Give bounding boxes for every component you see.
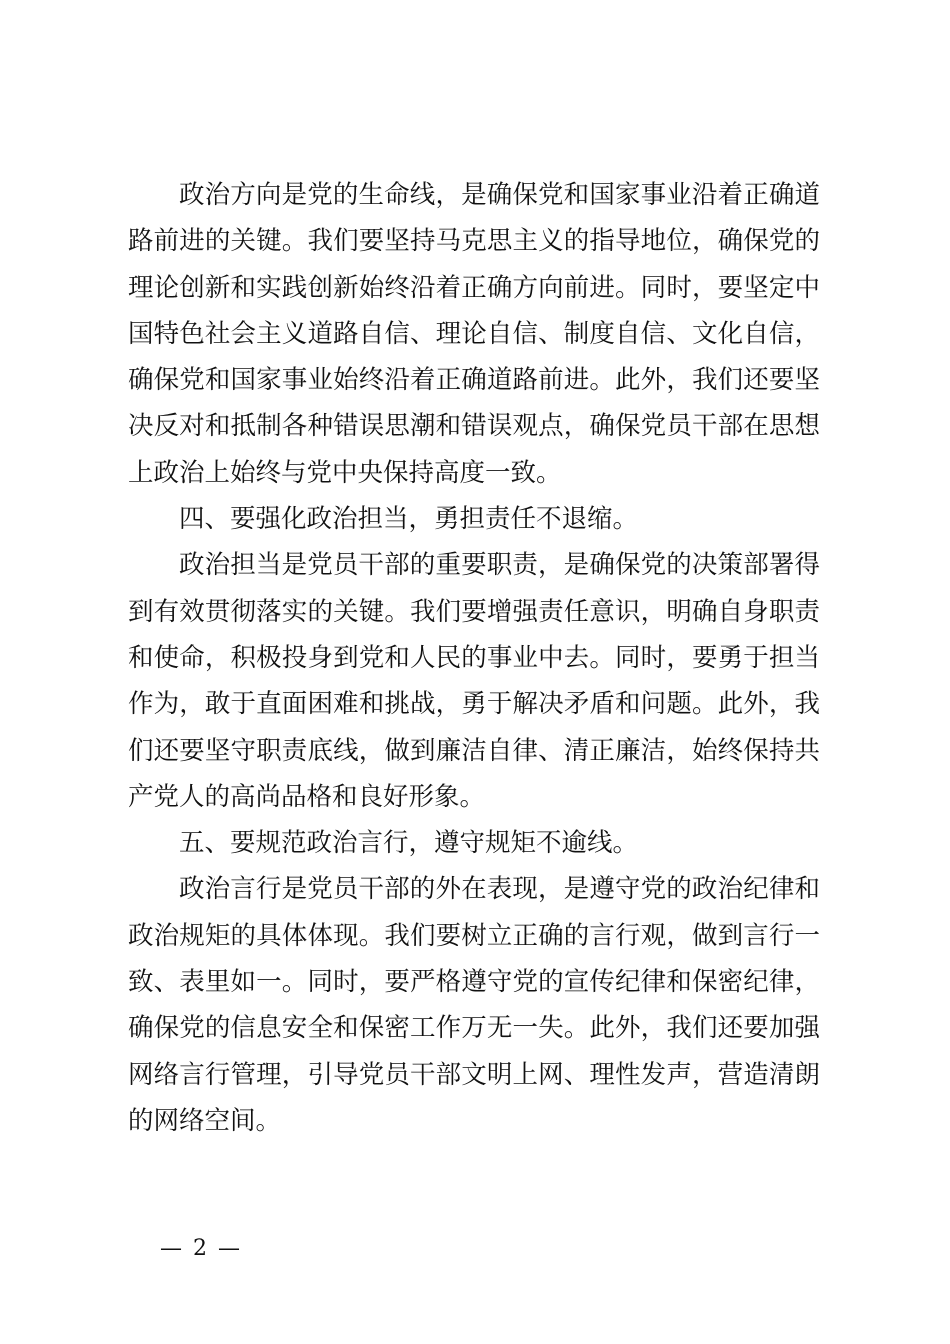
paragraph-political-conduct: 政治言行是党员干部的外在表现，是遵守党的政治纪律和政治规矩的具体体现。我们要树立正确的言行观，做到言行一致、表里如一。同时，要严格遵守党的宣传纪律和保密纪律，确保党的信息安全和保密工作万无一失。此外，我们还要加强网络言行管理，引导党员干部文明上网、理性发声，营造清朗的网络空间。 <box>128 874 820 1136</box>
document-body <box>128 172 820 1144</box>
page-number: — 2 — <box>160 1236 242 1261</box>
section-heading-four: 四、要强化政治担当，勇担责任不退缩。 <box>179 504 639 535</box>
paragraph-political-responsibility: 政治担当是党员干部的重要职责，是确保党的决策部署得到有效贯彻落实的关键。我们要增强责任意识，明确自身职责和使命，积极投身到党和人民的事业中去。同时，要勇于担当作为，敢于直面困难和挑战，勇于解决矛盾和问题。此外，我们还要坚守职责底线，做到廉洁自律、清正廉洁，始终保持共产党人的高尚品格和良好形象。 <box>128 550 820 812</box>
section-heading-five: 五、要规范政治言行，遵守规矩不逾线。 <box>179 828 639 859</box>
paragraph-political-direction: 政治方向是党的生命线，是确保党和国家事业沿着正确道路前进的关键。我们要坚持马克思主义的指导地位，确保党的理论创新和实践创新始终沿着正确方向前进。同时，要坚定中国特色社会主义道路自信、理论自信、制度自信、文化自信，确保党和国家事业始终沿着正确道路前进。此外，我们还要坚决反对和抵制各种错误思潮和错误观点，确保党员干部在思想上政治上始终与党中央保持高度一致。 <box>128 180 820 488</box>
